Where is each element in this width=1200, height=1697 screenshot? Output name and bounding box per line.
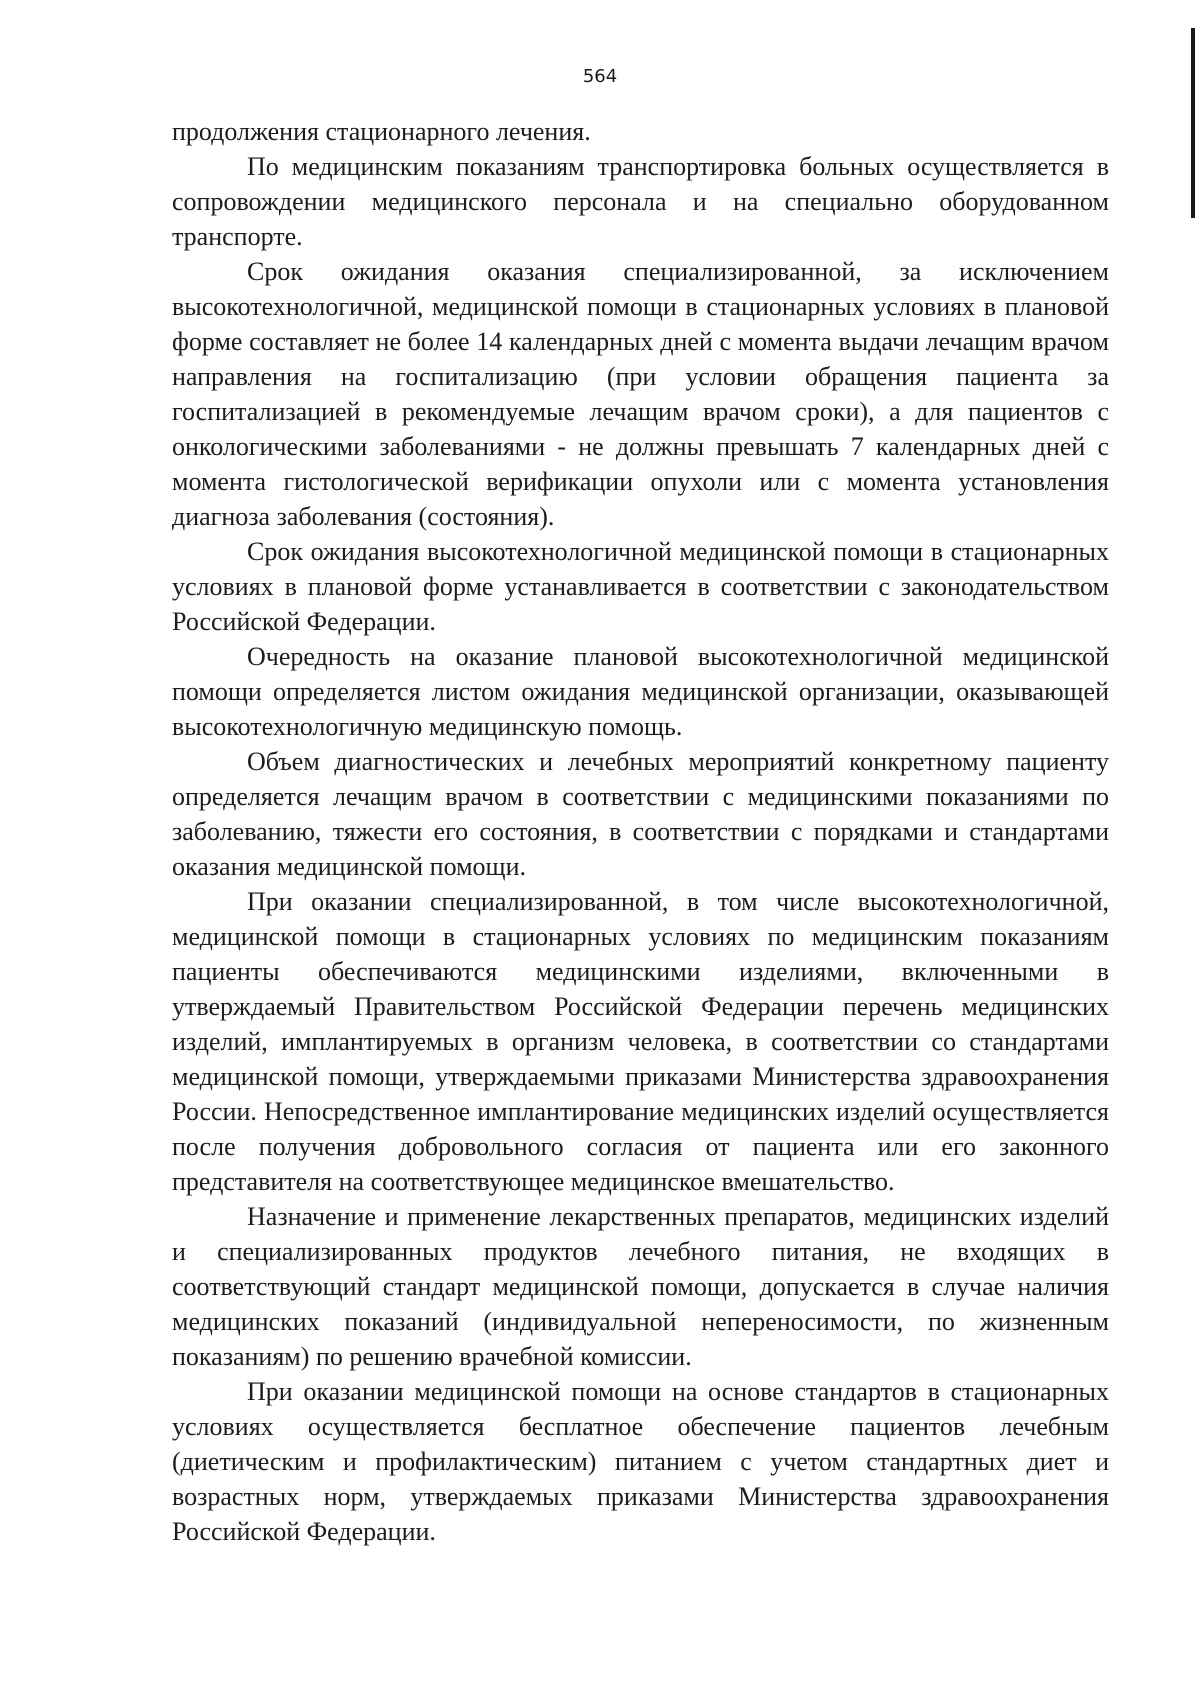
scan-edge-mark: [1191, 28, 1195, 218]
paragraph-nutrition: При оказании медицинской помощи на основе стандартов в стационарных условиях осуществляется бесплатное обеспечение пациентов лечебным (диетическим и профилактическим) питанием с учетом стандартных диет и возрастных норм, утверждаемых приказами Министерства здравоохранения Российской Федерации.: [172, 1377, 1109, 1546]
paragraph-drugs: Назначение и применение лекарственных препаратов, медицинских изделий и специализированных продуктов лечебного питания, не входящих в соответствующий стандарт медицинской помощи, допускается в случае наличия медицинских показаний (индивидуальной непереносимости, по жизненным показаниям) по решению врачебной комиссии.: [172, 1202, 1109, 1371]
paragraph-scope: Объем диагностических и лечебных мероприятий конкретному пациенту определяется лечащим врачом в соответствии с медицинскими показаниями по заболеванию, тяжести его состояния, в соответствии с порядками и стандартами оказания медицинской помощи.: [172, 747, 1109, 881]
paragraph-transport: По медицинским показаниям транспортировка больных осуществляется в сопровождении медицинского персонала и на специально оборудованном транспорте.: [172, 152, 1109, 251]
paragraph-continued: продолжения стационарного лечения.: [172, 117, 591, 146]
paragraph-medical-devices: При оказании специализированной, в том числе высокотехнологичной, медицинской помощи в стационарных условиях по медицинским показаниям пациенты обеспечиваются медицинскими изделиями, включенными в утверждаемый Правительством Российской Федерации перечень медицинских изделий, имплантируемых в организм человека, в соответствии со стандартами медицинской помощи, утверждаемыми приказами Министерства здравоохранения России. Непосредственное имплантирование медицинских изделий осуществляется после получения добровольного согласия от пациента или его законного представителя на соответствующее медицинское вмешательство.: [172, 887, 1109, 1196]
page-number: 564: [582, 66, 618, 87]
document-body: [172, 114, 1109, 1549]
paragraph-queue: Очередность на оказание плановой высокотехнологичной медицинской помощи определяется листом ожидания медицинской организации, оказывающей высокотехнологичную медицинскую помощь.: [172, 642, 1109, 741]
paragraph-waiting-high-tech: Срок ожидания высокотехнологичной медицинской помощи в стационарных условиях в плановой форме устанавливается в соответствии с законодательством Российской Федерации.: [172, 537, 1109, 636]
paragraph-waiting-specialized: Срок ожидания оказания специализированной, за исключением высокотехнологичной, медицинской помощи в стационарных условиях в плановой форме составляет не более 14 календарных дней с момента выдачи лечащим врачом направления на госпитализацию (при условии обращения пациента за госпитализацией в рекомендуемые лечащим врачом сроки), а для пациентов с онкологическими заболеваниями - не должны превышать 7 календарных дней с момента гистологической верификации опухоли или с момента установления диагноза заболевания (состояния).: [172, 257, 1109, 531]
